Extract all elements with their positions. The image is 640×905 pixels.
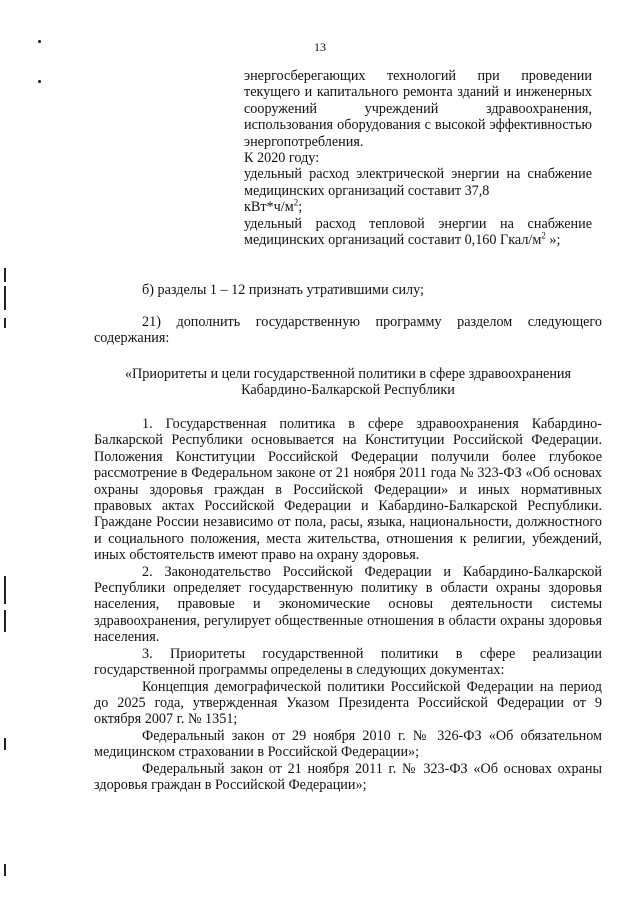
page-number: 13 [314,40,326,54]
paragraph-1: 1. Государственная политика в сфере здравоохранения Кабардино-Балкарской Республики основывается на Конституции Российской Федерации. Положения Конституции Российской Федерации получили более глубокое рассмотрение в Федеральном законе от 21 ноября 2011 года № 323-ФЗ «Об основах охраны здоровья граждан в Российской Федерации» и иных нормативных правовых актах Российской Федерации и Кабардино-Балкарской Республики. Граждане России независимо от пола, расы, языка, национальности, должностного и социального положения, места жительства, отношения к религии, убеждений, иных обстоятельств имеют право на охрану здоровья. [94,416,602,564]
year-heading: К 2020 году: [244,150,320,167]
scan-mark [4,864,6,876]
continuation-paragraph: энергосберегающих технологий при проведении текущего и капитального ремонта зданий и инженерных сооружений учреждений здравоохранения, использования оборудования с высокой эффективностью энергопотребления. [244,68,592,150]
scan-mark [4,268,6,282]
scan-mark [4,286,6,310]
scan-mark [4,576,6,604]
scan-mark [4,318,6,328]
document-item-law-326: Федеральный закон от 29 ноября 2010 г. № 326-ФЗ «Об обязательном медицинском страховании в Российской Федерации»; [94,727,602,761]
section-heading-block [94,366,602,399]
paragraph-2: 2. Законодательство Российской Федерации и Кабардино-Балкарской Республики определяет государственную политику в области охраны здоровья населения, правовые и экономические основы деятельности системы здравоохранения, регулирует общественные отношения в области охраны здоровья населения. [94,563,602,646]
section-b: б) разделы 1 – 12 признать утратившими силу; [142,282,424,298]
scan-mark [38,40,41,43]
indented-continuation-block [244,68,592,248]
body-text [94,416,602,793]
scan-mark [38,80,41,83]
paragraph-3: 3. Приоритеты государственной политики в сфере реализации государственной программы определены в следующих документах: [94,645,602,679]
section-21: 21) дополнить государственную программу разделом следующего содержания: [94,314,602,347]
section-21-block [94,314,602,347]
electric-energy-line: удельный расход электрической энергии на снабжение медицинских организаций составит 37,8 $кВт*ч/м^2$; [244,166,592,216]
section-b-block [94,282,602,298]
scan-mark [4,610,6,632]
heat-energy-line: удельный расход тепловой энергии на снабжение медицинских организаций составит 0,160 Гкал/$м^2$ »; [244,215,592,249]
section-heading: «Приоритеты и цели государственной политики в сфере здравоохранения Кабардино-Балкарской Республики [124,366,572,399]
scan-mark [4,738,6,750]
document-item-concept: Концепция демографической политики Российской Федерации на период до 2025 года, утвержденная Указом Президента Российской Федерации от 9 октября 2007 г. № 1351; [94,678,602,728]
document-item-law-323: Федеральный закон от 21 ноября 2011 г. № 323-ФЗ «Об основах охраны здоровья граждан в Российской Федерации»; [94,760,602,793]
